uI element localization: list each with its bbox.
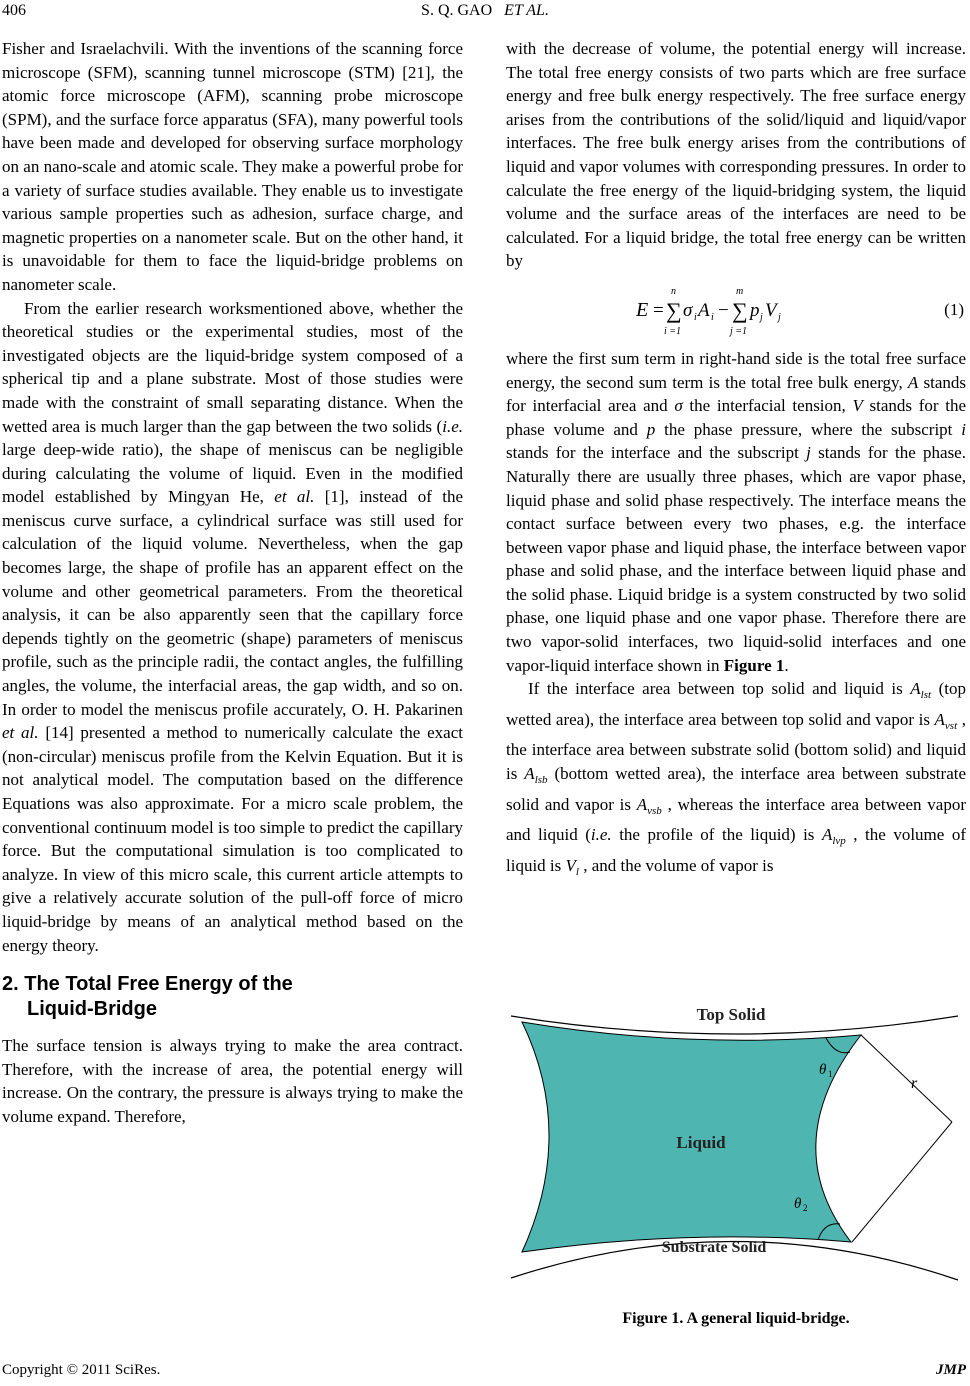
section-heading-line2: Liquid-Bridge bbox=[27, 998, 157, 1021]
theta2-label: θ bbox=[794, 1196, 802, 1212]
footer-journal: JMP bbox=[936, 1362, 966, 1378]
running-head bbox=[0, 2, 970, 20]
svg-text:m: m bbox=[736, 285, 744, 297]
running-head-et-al: ET AL. bbox=[504, 2, 549, 19]
svg-text:i: i bbox=[711, 311, 714, 323]
top-solid-label: Top Solid bbox=[696, 1005, 766, 1024]
radius-label: r bbox=[911, 1075, 918, 1092]
figure-caption: Figure 1. A general liquid-bridge. bbox=[622, 1310, 850, 1327]
substrate-solid-label: Substrate Solid bbox=[661, 1239, 767, 1256]
figure-reference[interactable]: Figure 1 bbox=[723, 655, 785, 675]
equation-formula bbox=[636, 280, 786, 340]
paragraph: The surface tension is always trying to make the area contract. Therefore, with the increase of area, the potential energy will increase. On the contrary, the pressure is always trying to make the volume expand. Therefore, bbox=[2, 1036, 463, 1126]
svg-text:p: p bbox=[750, 299, 760, 321]
liquid-label: Liquid bbox=[676, 1133, 726, 1152]
svg-text:A: A bbox=[698, 299, 710, 321]
theta1-subscript: 1 bbox=[828, 1069, 833, 1079]
svg-text:∑: ∑ bbox=[666, 297, 682, 323]
running-head-authors: S. Q. GAO bbox=[421, 2, 493, 19]
paragraph: If the interface area between top solid and liquid is $A_{lst}$ (top wetted area), the interface area between top solid and vapor is $A_{vst}$ , the interface area between substrate solid (bottom solid) and liquid is $A_{lsb}$ (bottom wetted area), the interface area between substrate solid and vapor is $A_{vsb}$ , whereas the interface area between vapor and liquid (i.e. the profile of the liquid) is $A_{lvp}$ , the volume of liquid is $V_l$ , and the volume of vapor is bbox=[506, 679, 967, 878]
svg-text:σ: σ bbox=[683, 299, 693, 321]
radius-line-lower bbox=[852, 1122, 952, 1242]
svg-text:=: = bbox=[653, 299, 664, 321]
paragraph: where the first sum term in right-hand side is the total free surface energy, the second sum term is the total free bulk energy, A stands for interfacial area and σ the interfacial tension, V stands for the phase volume and p the phase pressure, where the subscript i stands for the interface and the subscript j stands for the phase. Naturally there are usually three phases, which are vapor phase, liquid phase and solid phase respectively. The interface means the contact surface between every two phases, e.g. the interface between vapor phase and liquid phase, the interface between vapor phase and solid phase, and the interface between liquid phase and the solid phase. Liquid bridge is a system constructed by two solid phase, one liquid phase and one vapor phase. Therefore there are two vapor-solid interfaces, two liquid-solid interfaces and one vapor-liquid interface shown in Figure 1. bbox=[506, 348, 967, 675]
page-number: 406 bbox=[2, 2, 26, 19]
figure-liquid-bridge bbox=[506, 1004, 966, 1304]
svg-text:∑: ∑ bbox=[732, 297, 748, 323]
svg-text:V: V bbox=[765, 299, 777, 321]
svg-text:−: − bbox=[718, 299, 729, 321]
section-heading-line1: 2. The Total Free Energy of the bbox=[2, 973, 293, 996]
svg-text:j: j bbox=[778, 311, 781, 323]
svg-text:i: i bbox=[694, 311, 697, 323]
footer-copyright: Copyright © 2011 SciRes. bbox=[2, 1362, 161, 1378]
radius-line-upper bbox=[861, 1035, 952, 1122]
equation-number: (1) bbox=[944, 300, 964, 320]
theta2-subscript: 2 bbox=[803, 1203, 808, 1213]
right-column bbox=[506, 37, 966, 884]
theta1-label: θ bbox=[819, 1062, 827, 1078]
paragraph: with the decrease of volume, the potential energy will increase. The total free energy consists of two parts which are free surface energy and free bulk energy respectively. The free surface energy arises from the contributions of the solid/liquid and liquid/vapor interfaces. The free bulk energy arises from the contributions of liquid and vapor volumes with corresponding pressures. In order to calculate the free energy of the liquid-bridging system, the liquid volume and the surface areas of the interfaces are need to be calculated. For a liquid bridge, the total free energy can be written by bbox=[506, 39, 966, 271]
paragraph: From the earlier research worksmentioned above, whether the theoretical studies or the experimental studies, most of the investigated objects are the liquid-bridge system composed of a spherical tip and a plane substrate. Most of those studies were made with the constraint of small separating distance. When the wetted area is much larger than the gap between the two solids (i.e. large deep-wide ratio), the shape of meniscus can be negligible during calculating the volume of liquid. Even in the modified model established by Mingyan He, et al. [1], instead of the meniscus curve surface, a cylindrical surface was still used for calculation of the liquid volume. Nevertheless, when the gap becomes large, the shape of profile has an apparent effect on the volume and other geometrical parameters. From the theoretical analysis, it can be also apparently seen that the capillary force depends tightly on the geometric (shape) parameters of meniscus profile, such as the principle radii, the contact angles, the fulfilling angles, the volume, the interfacial areas, the gap width, and so on. In order to model the meniscus profile accurately, O. H. Pakarinen et al. [14] presented a method to numerically calculate the exact (non-circular) meniscus profile from the Kelvin Equation. But it is not analytical model. The computation based on the difference Equations was also approximate. For a micro scale problem, the conventional continuum model is too simple to predict the capillary force. But the computational simulation is too complicated to analyze. In view of this micro scale, this current article attempts to give a relatively accurate solution of the pull-off force of micro liquid-bridge by means of an analytical method based on the energy theory. bbox=[2, 298, 463, 955]
svg-text:j =1: j =1 bbox=[730, 325, 748, 337]
left-column bbox=[2, 37, 463, 1129]
svg-text:i =1: i =1 bbox=[664, 325, 682, 337]
svg-text:E: E bbox=[636, 298, 649, 321]
svg-text:j: j bbox=[760, 311, 763, 323]
paragraph: Fisher and Israelachvili. With the inventions of the scanning force microscope (SFM), scanning tunnel microscope (STM) [21], the atomic force microscope (AFM), scanning probe microscope (SPM), and the surface force apparatus (SFA), many powerful tools have been made and developed for observing surface morphology on an nano-scale and atomic scale. They make a powerful probe for a variety of surface studies available. They enable us to investigate various sample properties such as adhesion, surface charge, and magnetic properties on a nanometer scale. But on the other hand, it is unavoidable for them to face the liquid-bridge problems on nanometer scale. bbox=[2, 39, 463, 294]
equation-1 bbox=[506, 279, 966, 341]
svg-text:n: n bbox=[671, 285, 676, 297]
section-heading bbox=[2, 972, 463, 1022]
